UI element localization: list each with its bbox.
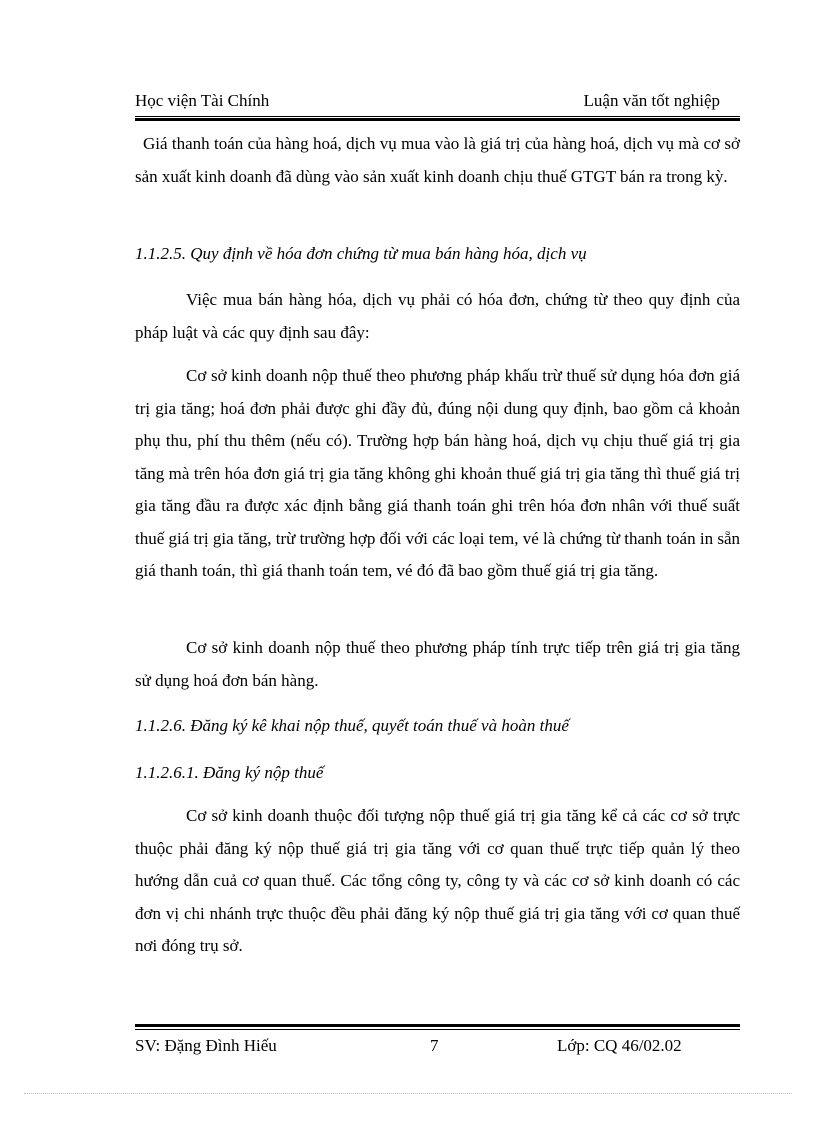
section-heading-1-1-2-5: 1.1.2.5. Quy định về hóa đơn chứng từ mua bán hàng hóa, dịch vụ: [135, 244, 587, 263]
header-institution: Học viện Tài Chính: [135, 91, 270, 110]
footer-rule-thick: [135, 1024, 740, 1027]
section-heading-1-1-2-6: 1.1.2.6. Đăng ký kê khai nộp thuế, quyết toán thuế và hoàn thuế: [135, 716, 569, 735]
page-footer: [135, 1036, 740, 1060]
section-heading-1-1-2-6-1: 1.1.2.6.1. Đăng ký nộp thuế: [135, 763, 324, 782]
paragraph-3: Cơ sở kinh doanh nộp thuế theo phương pháp khấu trừ thuế sử dụng hóa đơn giá trị gia tăng; hoá đơn phải được ghi đầy đủ, đúng nội dung quy định, bao gồm cả khoản phụ thu, phí thu thêm (nếu có). Trường hợp bán hàng hoá, dịch vụ chịu thuế giá trị gia tăng mà trên hóa đơn giá trị gia tăng không ghi khoản thuế giá trị gia tăng thì thuế giá trị gia tăng đầu ra được xác định bằng giá thanh toán ghi trên hóa đơn nhân với thuế suất thuế giá trị gia tăng, trừ trường hợp đối với các loại tem, vé là chứng từ thanh toán in sẵn giá thanh toán, thì giá thanh toán tem, vé đó đã bao gồm thuế giá trị gia tăng.: [135, 366, 740, 580]
header-rule-thick: [135, 118, 740, 121]
paragraph-5: Cơ sở kinh doanh thuộc đối tượng nộp thuế giá trị gia tăng kể cả các cơ sở trực thuộc phải đăng ký nộp thuế giá trị gia tăng với cơ quan thuế trực tiếp quản lý theo hướng dẫn cuả cơ quan thuế. Các tổng công ty, công ty và các cơ sở kinh doanh có các đơn vị chi nhánh trực thuộc đều phải đăng ký nộp thuế giá trị gia tăng với cơ quan thuế nơi đóng trụ sở.: [135, 806, 740, 955]
header-rule-thin: [135, 116, 740, 117]
page-header: [135, 91, 740, 117]
paragraph-1: Giá thanh toán của hàng hoá, dịch vụ mua vào là giá trị của hàng hoá, dịch vụ mà cơ sở sản xuất kinh doanh đã dùng vào sản xuất kinh doanh chịu thuế GTGT bán ra trong kỳ.: [135, 134, 740, 186]
page-edge-divider: [24, 1093, 792, 1094]
header-document-type: Luận văn tốt nghiệp: [583, 91, 720, 110]
footer-page-number: 7: [430, 1036, 439, 1055]
paragraph-4: Cơ sở kinh doanh nộp thuế theo phương pháp tính trực tiếp trên giá trị gia tăng sử dụng hoá đơn bán hàng.: [135, 638, 740, 690]
footer-student-name: SV: Đặng Đình Hiếu: [135, 1036, 277, 1055]
footer-class: Lớp: CQ 46/02.02: [557, 1036, 682, 1055]
footer-rule-thin: [135, 1029, 740, 1030]
paragraph-2: Việc mua bán hàng hóa, dịch vụ phải có hóa đơn, chứng từ theo quy định của pháp luật và các quy định sau đây:: [135, 290, 740, 342]
